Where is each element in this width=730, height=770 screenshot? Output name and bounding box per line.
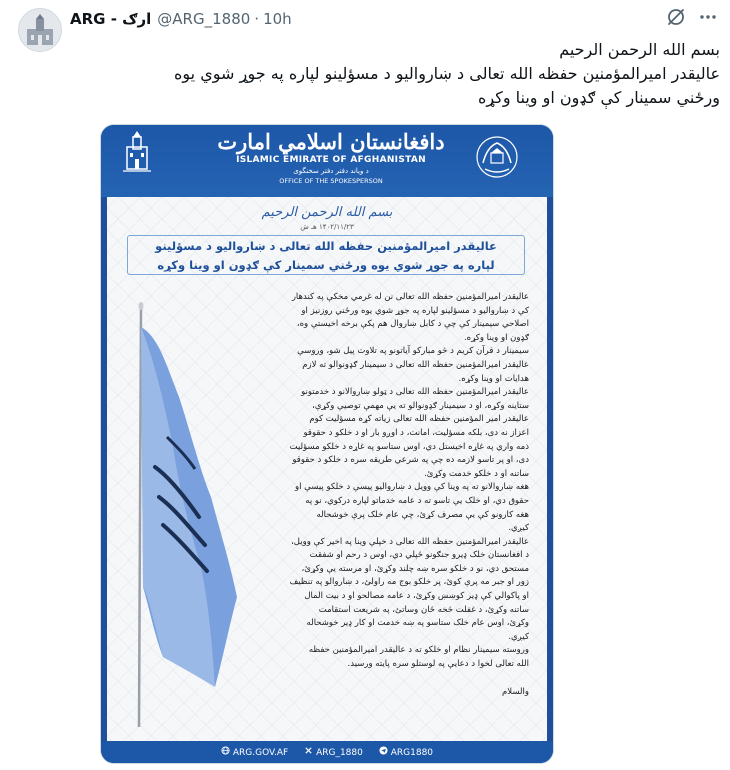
poster-footer <box>101 741 553 763</box>
body-line: سيمينار د قرآن کریم د څو مبارکو آیاتونو په تلاوت پیل شو، وروسې <box>297 346 529 357</box>
telegram-icon <box>379 746 388 755</box>
emirate-flag-image <box>119 297 243 727</box>
body-line: زور او جبر مه پرې کوئ، پر خلکو بوج مه راولئ، د ښاروالو په تنظيف <box>289 577 529 588</box>
website-link <box>221 746 288 758</box>
poster-office-pashto: د ویاند دفتر دفتر سخنگوی <box>293 167 369 175</box>
body-line: عالیقدر امیرالمؤمنین حفظه الله تعالی نن له غرمي مخکې په کندهار <box>291 292 529 302</box>
tweet-text-line: ورځني سمينار کې ګډون او وينا وکړه <box>478 88 720 107</box>
headline-line: لپاره په جوړ شوي يوه ورځني سمينار کې ګډون او وينا وکړه <box>157 258 495 272</box>
body-line: او پاکوالي کې ډير کوښښ وکړئ، د عامه مصالحو او د بيت المال <box>304 591 529 602</box>
poster-office-english: OFFICE OF THE SPOKESPERSON <box>279 177 383 185</box>
body-line: ذمه واري په غاړه اخيستل دي، اوس ستاسو په غاړه د خلکو مسؤليت <box>289 441 529 452</box>
body-line: ګډون او وينا وکړه. <box>463 332 529 343</box>
body-line: ساتنه او د خلکو خدمت وکړئ. <box>424 468 529 479</box>
poster-body <box>107 197 547 741</box>
poster-date: ۱۴۰۲/۱۱/۲۳ هـ ش <box>300 223 354 231</box>
tweet-header <box>70 8 292 30</box>
body-line: وکړئ، اوس عام خلک ستاسو په ښه خدمت او کار ډير خوشحاله <box>306 618 529 629</box>
tweet-image[interactable] <box>100 124 554 764</box>
headline-line: عالیقدر امیرالمؤمنین حفظه الله تعالی د ښاروالیو د مسؤلینو <box>155 239 497 253</box>
avatar[interactable] <box>18 8 62 52</box>
body-line: عالیقدر امیرالمؤمنین حفظه الله تعالی د سيمينار ګډونوالو ته لازم <box>302 359 529 370</box>
body-line: عالیقدر امیر المؤمنین حفظه الله تعالی زياته کړه مسؤليت کوم <box>309 414 529 425</box>
poster-header <box>101 125 553 197</box>
body-line: هدايات او وينا وکړه. <box>458 373 529 384</box>
globe-icon <box>221 746 230 755</box>
body-line: عالیقدر امیرالمؤمنین حفظه الله تعالی د ټولو ښاروالانو د خدمتونو <box>301 387 529 398</box>
poster-title-english: ISLAMIC EMIRATE OF AFGHANISTAN <box>236 155 426 165</box>
body-line: دی، او پر تاسو لازمه ده چې په شرعي طريقه سره د خلکو د حقوقو <box>292 455 529 466</box>
body-line: حقوق دي، او خلک يې تاسو ته د عامه خدماتو لپاره درکوي، نو په <box>305 495 529 506</box>
tweet-text <box>80 38 720 110</box>
body-line: الله تعالی لخوا د دعايې په لوستلو سره پايته ورسيد. <box>347 659 529 670</box>
body-line: هغه کارونو کې يې مصرف کړئ، چې عام خلک پرې خوشحاله <box>316 509 529 520</box>
body-line: اعزاز نه دی، بلکه مسؤليت، امانت، د اوږو بار او د خلکو د حقوقو <box>303 427 529 438</box>
telegram-text: ARG1880 <box>390 748 434 758</box>
emirate-emblem-icon <box>473 133 521 181</box>
body-line: هغه ښاروالانو ته په وينا کې وويل د ښاروالیو پیسې د خلکو پیسې او <box>295 482 529 493</box>
tweet-text-line: عالیقدر امیرالمؤمنین حفظه الله تعالی د ښاروالیو د مسؤلینو لپاره په جوړ شوي يوه <box>174 64 720 83</box>
arg-palace-logo-icon <box>121 129 153 175</box>
body-line: عالیقدر امیرالمؤمنین حفظه الله تعالی د خپلې وينا په اخير کې وويل، <box>291 536 529 547</box>
tweet-text-line: بسم الله الرحمن الرحيم <box>559 40 720 59</box>
poster-body-text <box>229 291 529 699</box>
poster-headline <box>127 235 525 275</box>
timestamp[interactable]: 10h <box>263 10 292 28</box>
palace-avatar-icon <box>19 9 61 51</box>
body-line: ستاينه وکړه، او د سيمينار ګډونوالو ته يې مهمې توصيې وکړې، <box>312 400 529 411</box>
body-line: وروسته سيمينار نظام او خلکو ته د عالیقدر امیرالمؤمنین حفظه <box>308 645 529 656</box>
twitter-link <box>304 746 363 758</box>
poster-title-arabic: دافغانستان اسلامي امارت <box>217 129 445 154</box>
body-line: کيږي. <box>508 631 529 642</box>
separator: · <box>254 10 260 28</box>
body-line: مستحق دي، نو د خلکو سره ښه چلند وکړئ، او مرسته يې وکړئ، <box>301 563 529 574</box>
author-name[interactable]: ARG - ارګ <box>70 10 152 28</box>
twitter-text: ARG_1880 <box>316 748 363 758</box>
more-icon[interactable] <box>697 6 719 28</box>
x-logo-icon <box>304 746 313 755</box>
telegram-link <box>379 746 433 758</box>
basmala: بسم الله الرحمن الرحیم <box>261 205 393 220</box>
author-handle[interactable]: @ARG_1880 <box>157 10 251 28</box>
body-line: کيږي. <box>508 523 529 534</box>
body-line: کې د ښاروالیو د مسؤلینو لپاره په جوړ شوي يوه ورځني روزنيز او <box>301 305 529 316</box>
body-line: د افغانستان خلک ډيرو جنګونو ځپلي دي، اوس د رحم او شفقت <box>309 550 529 561</box>
body-line: ساتنه وکړئ، د غفلت څخه ځان وساتئ، په شريعت استقامت <box>318 604 529 615</box>
body-line: اصلاحي سيمينار کې چې د کابل ښاروال هم پکې برخه اخيستې وه، <box>296 319 529 330</box>
grok-icon[interactable] <box>665 6 687 28</box>
closing-text: والسلام <box>502 686 529 697</box>
website-text: ARG.GOV.AF <box>232 748 289 758</box>
